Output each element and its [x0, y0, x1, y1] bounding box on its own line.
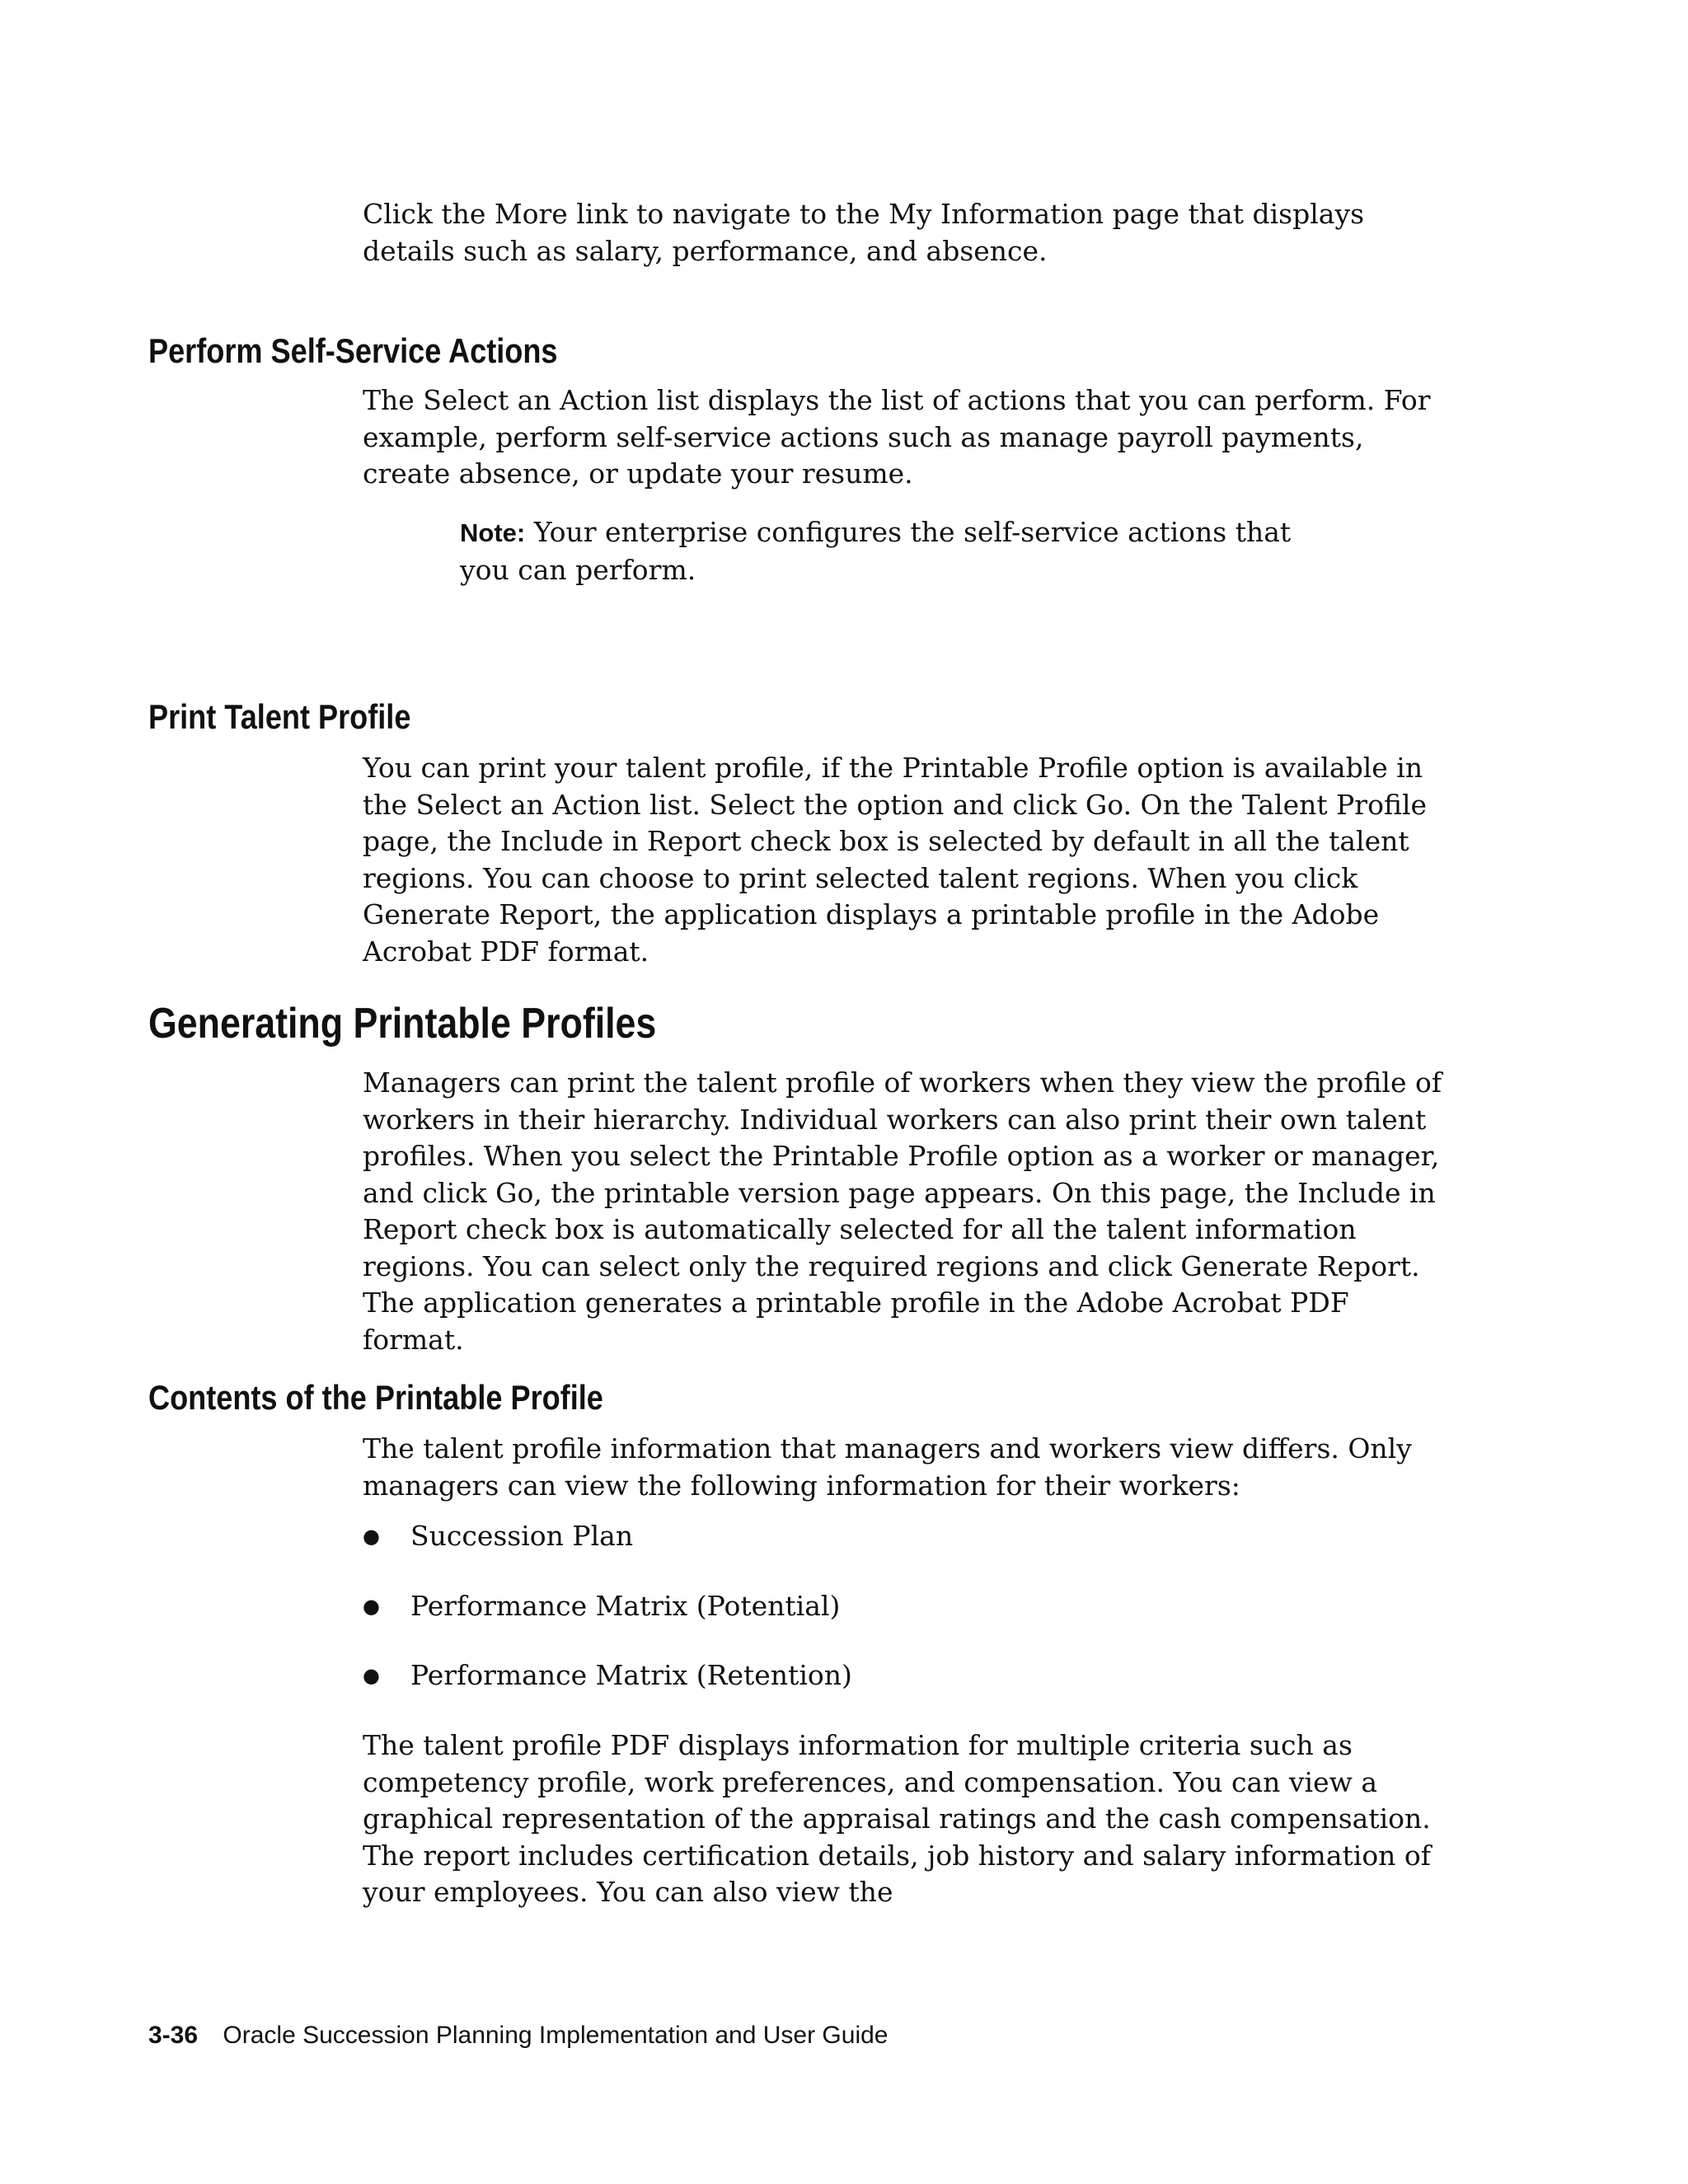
bullet-list — [363, 1518, 1434, 1727]
contents-paragraph-2: The talent profile PDF displays information for multiple criteria such as competency profile, work preferences, and compensation. You can view a graphical representation of the appraisal ratings and the cash compensation. The report includes certification details, job history and salary information of your employees. You can also view the — [363, 1729, 1432, 1908]
list-item-text: Succession Plan — [410, 1520, 634, 1552]
list-item — [363, 1518, 1434, 1555]
list-item — [363, 1657, 1434, 1694]
list-item-text: Performance Matrix (Potential) — [410, 1589, 841, 1622]
generating-paragraph: Managers can print the talent profile of workers when they view the profile of workers in their hierarchy. Individual workers can also print their own talent profiles. When you select the Printable Profile option as a worker or manager, and click Go, the printable version page appears. On this page, the Include in Report check box is automatically selected for all the talent information regions. You can select only the required regions and click Generate Report. The application generates a printable profile in the Adobe Acrobat PDF format. — [363, 1066, 1442, 1356]
list-item-text: Performance Matrix (Retention) — [410, 1659, 852, 1691]
note-label: Note: — [460, 518, 526, 547]
self-service-heading: Perform Self-Service Actions — [148, 331, 558, 370]
generating-heading: Generating Printable Profiles — [148, 1000, 657, 1047]
print-talent-paragraph: You can print your talent profile, if the Printable Profile option is available in the Select an Action list. Select the option and click Go. On the Talent Profile page, the Include in Report check box is selected by default in all the talent regions. You can choose to print selected talent regions. When you click Generate Report, the application displays a printable profile in the Adobe Acrobat PDF format. — [363, 752, 1428, 968]
bullet-icon: ● — [363, 1525, 380, 1548]
self-service-paragraph: The Select an Action list displays the list of actions that you can perform. For example, perform self-service actions such as manage payroll payments, create absence, or update your resume. — [363, 384, 1431, 490]
contents-heading: Contents of the Printable Profile — [148, 1378, 603, 1417]
note-block — [460, 514, 1334, 588]
contents-paragraph-1: The talent profile information that managers and workers view differs. Only managers can view the following information for their workers: — [363, 1432, 1412, 1502]
print-talent-heading: Print Talent Profile — [148, 697, 411, 736]
intro-paragraph: Click the More link to navigate to the My Information page that displays details such as salary, performance, and absence. — [363, 198, 1365, 267]
page-footer — [148, 2019, 889, 2052]
footer-title: Oracle Succession Planning Implementation and User Guide — [223, 2022, 889, 2049]
note-text: Your enterprise configures the self-service actions that you can perform. — [460, 516, 1292, 586]
bullet-icon: ● — [363, 1594, 380, 1618]
page-number: 3-36 — [148, 2022, 199, 2049]
bullet-icon: ● — [363, 1664, 380, 1687]
list-item — [363, 1588, 1434, 1625]
